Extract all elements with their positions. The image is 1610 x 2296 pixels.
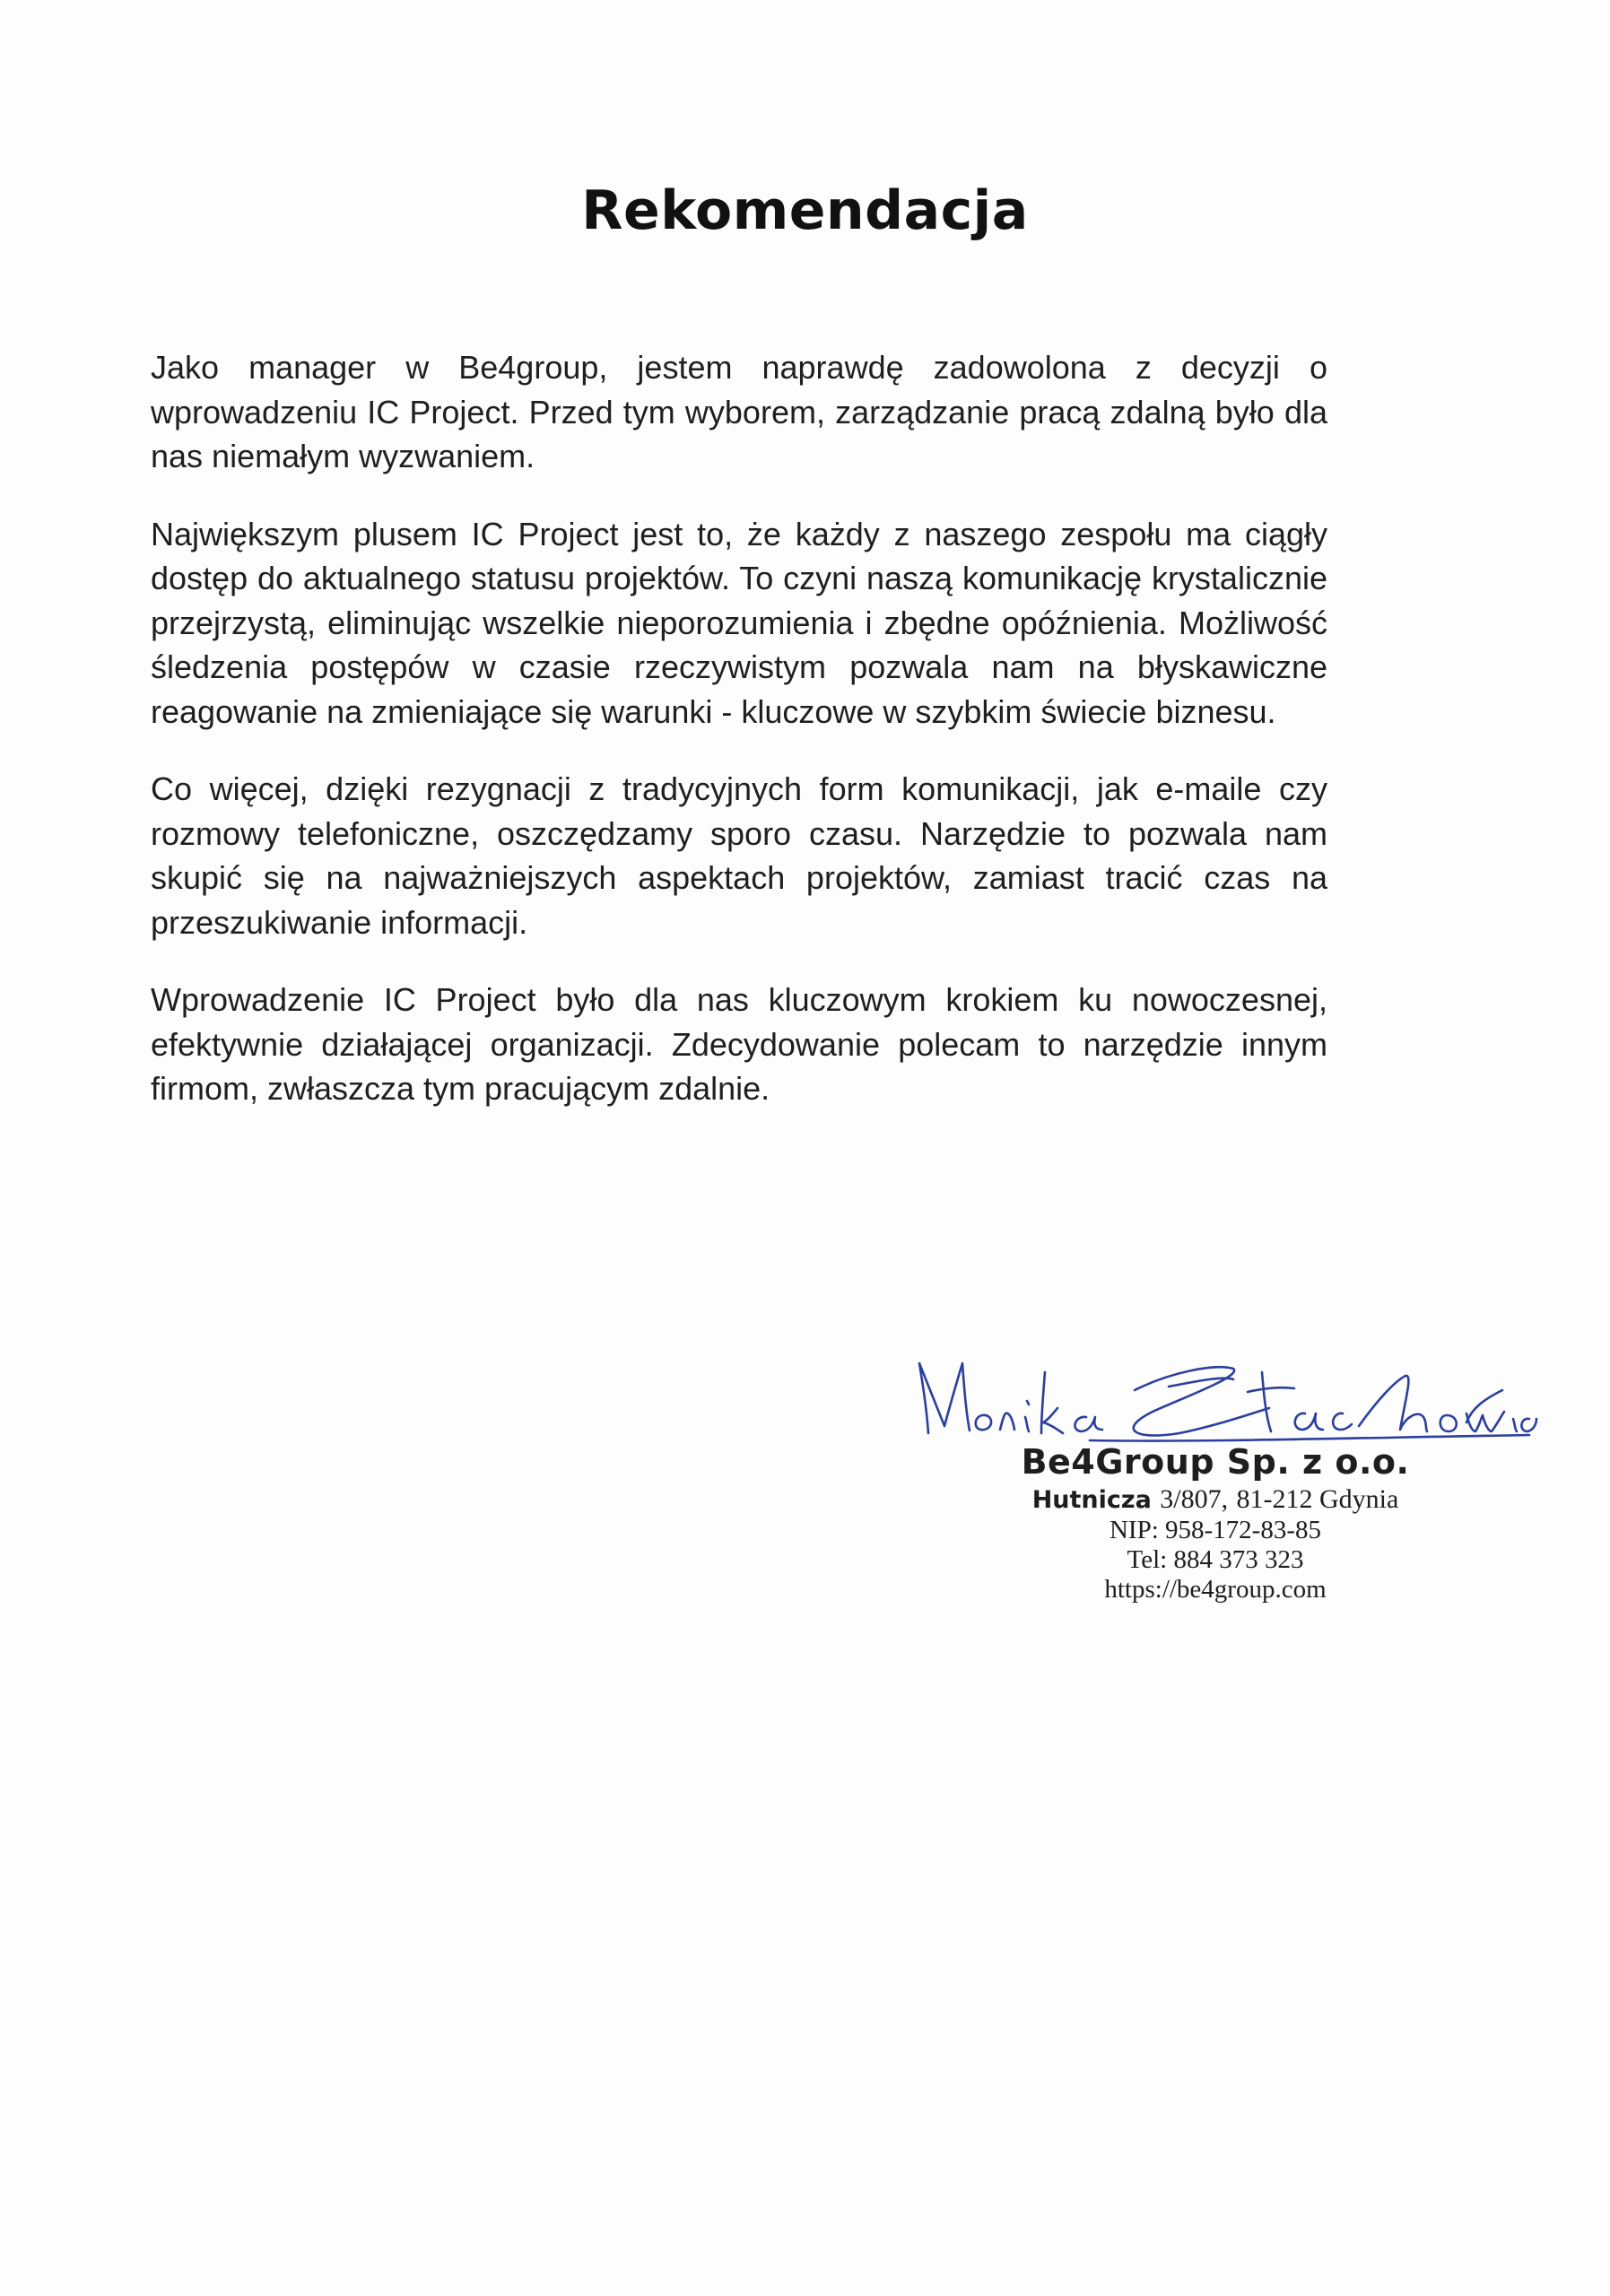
signature-and-stamp — [910, 1336, 1538, 1605]
handwritten-signature — [910, 1336, 1538, 1453]
stamp-address-street: Hutnicza — [1031, 1486, 1152, 1514]
stamp-website: https://be4group.com — [1104, 1575, 1327, 1604]
document-title: Rekomendacja — [581, 179, 1029, 242]
paragraph-1: Jako manager w Be4group, jestem naprawdę zadowolona z decyzji o wprowadzeniu IC Project. Przed tym wyborem, zarządzanie pracą zdalną było dla nas niemałym wyzwaniem. — [151, 349, 1327, 474]
stamp-address-city: 81-212 Gdynia — [1236, 1484, 1399, 1514]
paragraph-4: Wprowadzenie IC Project było dla nas kluczowym krokiem ku nowoczesnej, efektywnie działającej organizacji. Zdecydowanie polecam to narzędzie innym firmom, zwłaszcza tym pracującym zdalnie. — [151, 981, 1327, 1107]
stamp-address — [964, 1483, 1466, 1516]
company-stamp — [964, 1440, 1466, 1605]
document-body — [151, 345, 1327, 1144]
stamp-company-name: Be4Group Sp. z o.o. — [1021, 1442, 1410, 1482]
stamp-tel: Tel: 884 373 323 — [1127, 1545, 1304, 1574]
paragraph-3: Co więcej, dzięki rezygnacji z tradycyjnych form komunikacji, jak e-maile czy rozmowy telefoniczne, oszczędzamy sporo czasu. Narzędzie to pozwala nam skupić się na najważniejszych aspektach projektów, zamiast tracić czas na przeszukiwanie informacji. — [151, 770, 1327, 941]
stamp-nip: NIP: 958-172-83-85 — [1109, 1516, 1321, 1544]
stamp-address-number: 3/807, — [1160, 1484, 1229, 1514]
paragraph-2: Największym plusem IC Project jest to, że każdy z naszego zespołu ma ciągły dostęp do aktualnego statusu projektów. To czyni naszą komunikację krystalicznie przejrzystą, eliminując wszelkie nieporozumienia i zbędne opóźnienia. Możliwość śledzenia postępów w czasie rzeczywistym pozwala nam na błyskawiczne reagowanie na zmieniające się warunki - kluczowe w szybkim świecie biznesu. — [151, 515, 1327, 730]
